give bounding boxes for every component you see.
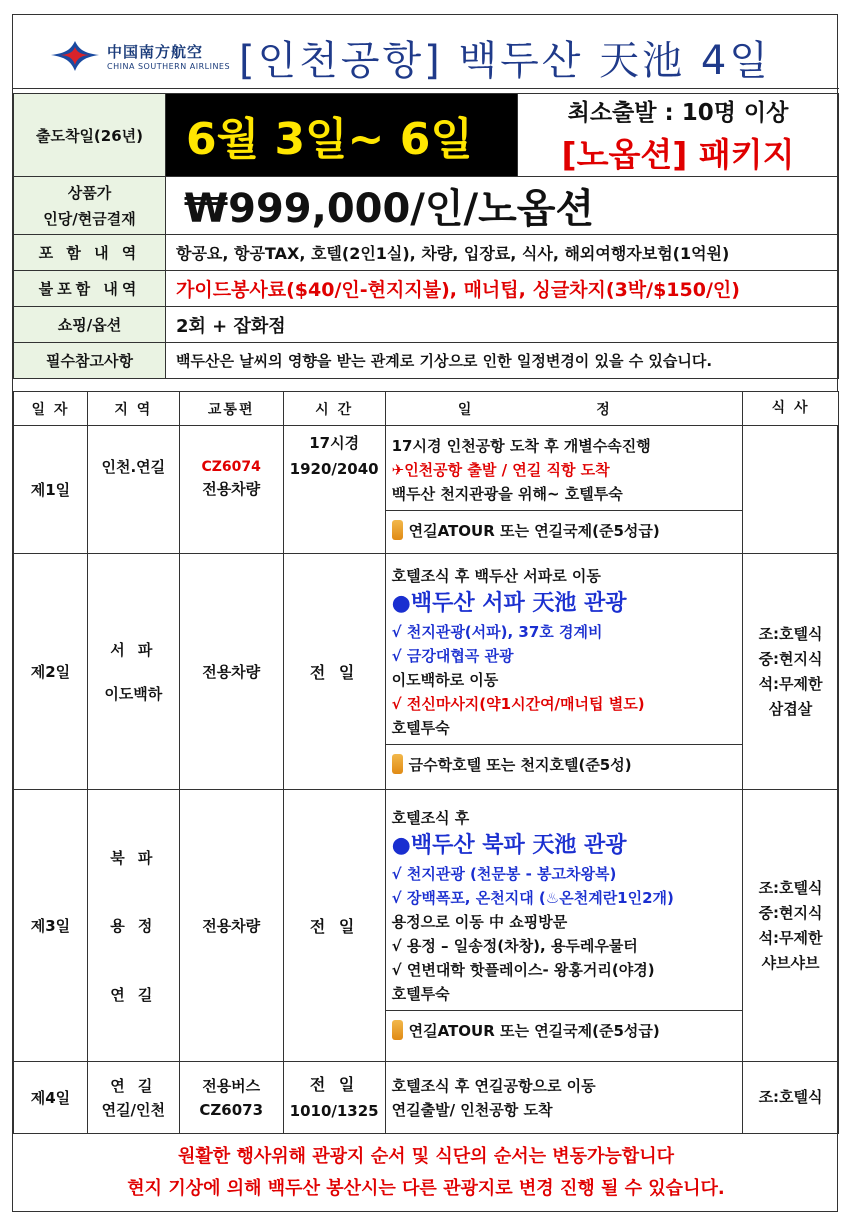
meal-dinner: 석:무제한 — [758, 674, 823, 693]
day-label: 제2일 — [14, 554, 88, 790]
region — [87, 1062, 179, 1134]
shopping-label: 쇼핑/옵션 — [14, 307, 166, 343]
flight-code: CZ6074 — [201, 459, 261, 475]
hotel-icon — [392, 520, 403, 540]
transport: 전용차량 — [179, 790, 283, 1062]
header-region: 지 역 — [87, 392, 179, 426]
excludes-value: 가이드봉사료($40/인-현지지불), 매너팁, 싱글차지(3박/$150/인) — [166, 271, 839, 307]
table-row — [14, 790, 839, 1062]
excludes-label: 불포함 내역 — [14, 271, 166, 307]
schedule — [385, 426, 742, 554]
header-transport: 교통편 — [179, 392, 283, 426]
header-banner — [13, 15, 839, 89]
meal-lunch: 중:현지식 — [758, 649, 823, 668]
region — [87, 554, 179, 790]
airline-logo — [49, 39, 230, 73]
region-line2: 이도백하 — [104, 684, 163, 703]
region-line2: 연길/인천 — [101, 1100, 166, 1119]
price-value: ₩999,000/인/노옵션 — [166, 177, 839, 235]
region: 인천.연길 — [87, 426, 179, 554]
itinerary-page — [12, 14, 838, 1212]
schedule-line: 백두산 천지관광을 위해~ 호텔투숙 — [391, 484, 623, 503]
table-row — [14, 554, 839, 790]
schedule-line: √ 천지관광(서파), 37호 경계비 — [391, 622, 603, 641]
schedule-line: 17시경 인천공항 도착 후 개별수속진행 — [391, 436, 651, 455]
meal-dinner-detail: 삼겹살 — [768, 699, 813, 718]
hotel-icon — [392, 1020, 403, 1040]
itinerary-header-row — [14, 392, 839, 426]
transport — [179, 426, 283, 554]
transport-type: 전용차량 — [202, 480, 261, 498]
shopping-value: 2회 + 잡화점 — [166, 307, 839, 343]
time-line2: 1920/2040 — [289, 460, 379, 478]
notice-value: 백두산은 날씨의 영향을 받는 관계로 기상으로 인한 일정변경이 있을 수 있습니다. — [166, 343, 839, 379]
date-label: 출도착일(26년) — [14, 94, 166, 177]
hotel-info — [386, 744, 742, 784]
schedule-line: √ 장백폭포, 온천지대 (♨온천계란1인2개) — [391, 888, 674, 907]
package-type: [노옵션] 패키지 — [561, 135, 795, 174]
hotel-icon — [392, 754, 403, 774]
transport: 전용차량 — [179, 554, 283, 790]
hotel-info — [386, 510, 742, 550]
meal — [743, 426, 839, 554]
region-line1: 서 파 — [110, 640, 157, 659]
date-value: 6월 3일~ 6일 — [166, 94, 518, 177]
flight-code: CZ6073 — [199, 1100, 264, 1119]
itinerary-table — [13, 391, 839, 1134]
meal: 조:호텔식 — [743, 1062, 839, 1134]
includes-label: 포 함 내 역 — [14, 235, 166, 271]
time-line1: 17시경 — [309, 434, 360, 452]
schedule-line: √ 전신마사지(약1시간여/매너팁 별도) — [391, 694, 645, 713]
transport-type: 전용버스 — [202, 1076, 261, 1095]
notice-label: 필수참고사항 — [14, 343, 166, 379]
price-label-line1: 상품가 — [67, 183, 112, 202]
meal-dinner: 석:무제한 — [758, 928, 823, 947]
region-line1: 북 파 — [110, 848, 157, 867]
header-meal: 식 사 — [743, 392, 839, 426]
header-time: 시 간 — [283, 392, 385, 426]
airline-name-en: CHINA SOUTHERN AIRLINES — [107, 62, 231, 71]
schedule — [385, 1062, 742, 1134]
airline-name-cn: 中国南方航空 — [107, 43, 204, 61]
schedule-line: ✈인천공항 출발 / 연길 직항 도착 — [391, 460, 610, 479]
schedule-line: 호텔조식 후 — [391, 808, 470, 827]
region — [87, 790, 179, 1062]
includes-value: 항공요, 항공TAX, 호텔(2인1실), 차량, 입장료, 식사, 해외여행자보험(1억원) — [166, 235, 839, 271]
schedule-line: 호텔투숙 — [391, 718, 450, 737]
table-row — [14, 1062, 839, 1134]
schedule-line: √ 금강대협곡 관광 — [391, 646, 514, 665]
transport — [179, 1062, 283, 1134]
hotel-name: 연길ATOUR 또는 연길국제(준5성급) — [408, 521, 660, 540]
table-row — [14, 426, 839, 554]
schedule-line: 연길출발/ 인천공항 도착 — [391, 1100, 553, 1119]
schedule — [385, 554, 742, 790]
time-line2: 1010/1325 — [289, 1101, 379, 1120]
meal-dinner-detail: 샤브샤브 — [761, 953, 820, 972]
footer-notice — [13, 1141, 839, 1205]
hotel-name: 연길ATOUR 또는 연길국제(준5성급) — [408, 1021, 660, 1040]
meal — [743, 790, 839, 1062]
meal-breakfast: 조:호텔식 — [758, 624, 823, 643]
day-label: 제1일 — [14, 426, 88, 554]
footer-line2: 현지 기상에 의해 백두산 봉산시는 다른 관광지로 변경 진행 될 수 있습니다. — [127, 1178, 725, 1199]
schedule — [385, 790, 742, 1062]
price-label — [14, 177, 166, 235]
time — [283, 426, 385, 554]
schedule-line: 호텔조식 후 연길공항으로 이동 — [391, 1076, 596, 1095]
departure-info — [518, 94, 839, 177]
meal-breakfast: 조:호텔식 — [758, 878, 823, 897]
schedule-line: 이도백하로 이동 — [391, 670, 499, 689]
day-label: 제3일 — [14, 790, 88, 1062]
day-label: 제4일 — [14, 1062, 88, 1134]
schedule-highlight: ●백두산 서파 天池 관광 — [391, 590, 627, 616]
time: 전 일 — [283, 554, 385, 790]
hotel-info — [386, 1010, 742, 1050]
region-line3: 연 길 — [110, 985, 157, 1004]
footer-line1: 원활한 행사위해 관광지 순서 및 식단의 순서는 변동가능합니다 — [178, 1146, 674, 1167]
time-line1: 전 일 — [309, 1074, 359, 1094]
region-line2: 용 정 — [110, 917, 157, 935]
schedule-line: √ 연변대학 핫플레이스- 왕홍거리(야경) — [391, 960, 655, 979]
time: 전 일 — [283, 790, 385, 1062]
min-departure: 최소출발 : 10명 이상 — [567, 100, 789, 126]
schedule-line: √ 용정 – 일송정(차창), 용두레우물터 — [391, 936, 638, 955]
header-day: 일 자 — [14, 392, 88, 426]
price-label-line2: 인당/현금결재 — [43, 209, 136, 228]
region-line1: 연 길 — [110, 1076, 157, 1095]
schedule-line: √ 천지관광 (천문봉 - 봉고차왕복) — [391, 864, 617, 883]
meal — [743, 554, 839, 790]
schedule-line: 호텔투숙 — [391, 984, 450, 1003]
kapok-flower-icon — [49, 39, 101, 73]
time — [283, 1062, 385, 1134]
product-info-table — [13, 93, 839, 379]
page-title: [인천공항] 백두산 天池 4일 — [239, 38, 771, 84]
schedule-line: 호텔조식 후 백두산 서파로 이동 — [391, 566, 601, 585]
meal-lunch: 중:현지식 — [758, 903, 823, 922]
hotel-name: 금수학호텔 또는 천지호텔(준5성) — [408, 755, 632, 774]
schedule-line: 용정으로 이동 中 쇼핑방문 — [391, 912, 568, 931]
schedule-highlight: ●백두산 북파 天池 관광 — [391, 832, 627, 858]
header-schedule: 일 정 — [385, 392, 742, 426]
